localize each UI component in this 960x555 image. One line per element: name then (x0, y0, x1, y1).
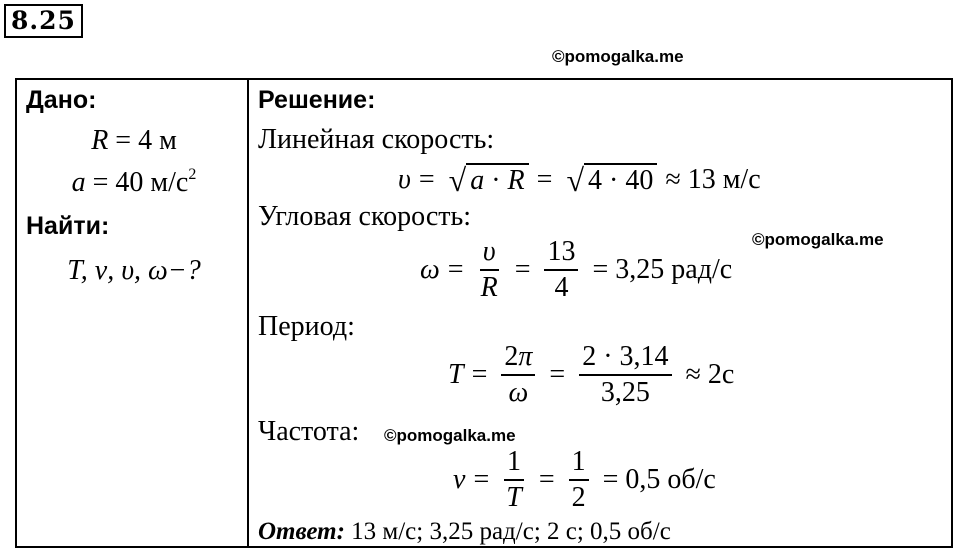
watermark: ©pomogalka.me (552, 47, 684, 66)
find-heading: Найти: (26, 212, 110, 240)
frequency-formula: ν = $\frac{1}{T}$ = $\frac{1}{2}$ = 0,5 об/с (453, 446, 716, 513)
solution-heading: Решение: (258, 86, 376, 114)
given-acceleration-exponent: 2 (188, 166, 197, 183)
angular-speed-result: = 3,25 рад/с (592, 254, 733, 285)
angular-speed-label: Угловая скорость: (258, 201, 472, 232)
frequency-result: = 0,5 об/с (602, 464, 716, 495)
watermark: ©pomogalka.me (384, 426, 516, 445)
linear-speed-formula: υ = √ a · R = √ 4 · 40 ≈ 13 м/с (398, 162, 761, 198)
period-formula: T = $\frac{2\pi}{\omega}$ = $\frac{2 \cdot 3,14}{3,25}$ ≈ 2с (448, 341, 735, 408)
given-acceleration-value: 40 м/с (115, 167, 189, 198)
frequency-label: Частота: (258, 416, 360, 447)
answer-line (258, 518, 671, 546)
given-heading: Дано: (26, 86, 97, 114)
linear-speed-label: Линейная скорость: (258, 124, 495, 155)
answer-text: 13 м/с; 3,25 рад/с; 2 с; 0,5 об/с (344, 518, 671, 545)
column-divider (247, 78, 249, 548)
solution-column (258, 80, 948, 548)
linear-speed-result: ≈ 13 м/с (665, 164, 761, 195)
given-radius-value: 4 м (138, 125, 177, 156)
answer-label: Ответ: (258, 518, 345, 545)
find-list: T, ν, υ, ω−? (67, 255, 201, 286)
period-result: ≈ 2с (685, 359, 735, 390)
given-radius: R = 4 м (91, 125, 177, 156)
sqrt-symbol: √ a · R (449, 163, 529, 197)
problem-number: 8.25 (4, 4, 83, 38)
watermark: ©pomogalka.me (752, 230, 884, 249)
angular-speed-formula: ω = $\frac{\upsilon}{R}$ = $\frac{13}{4}$ = 3,25 рад/с (420, 236, 733, 303)
sqrt-symbol: √ 4 · 40 (566, 163, 657, 197)
period-label: Период: (258, 311, 355, 342)
given-acceleration: a = 40 $м/с^2$ (71, 166, 197, 198)
